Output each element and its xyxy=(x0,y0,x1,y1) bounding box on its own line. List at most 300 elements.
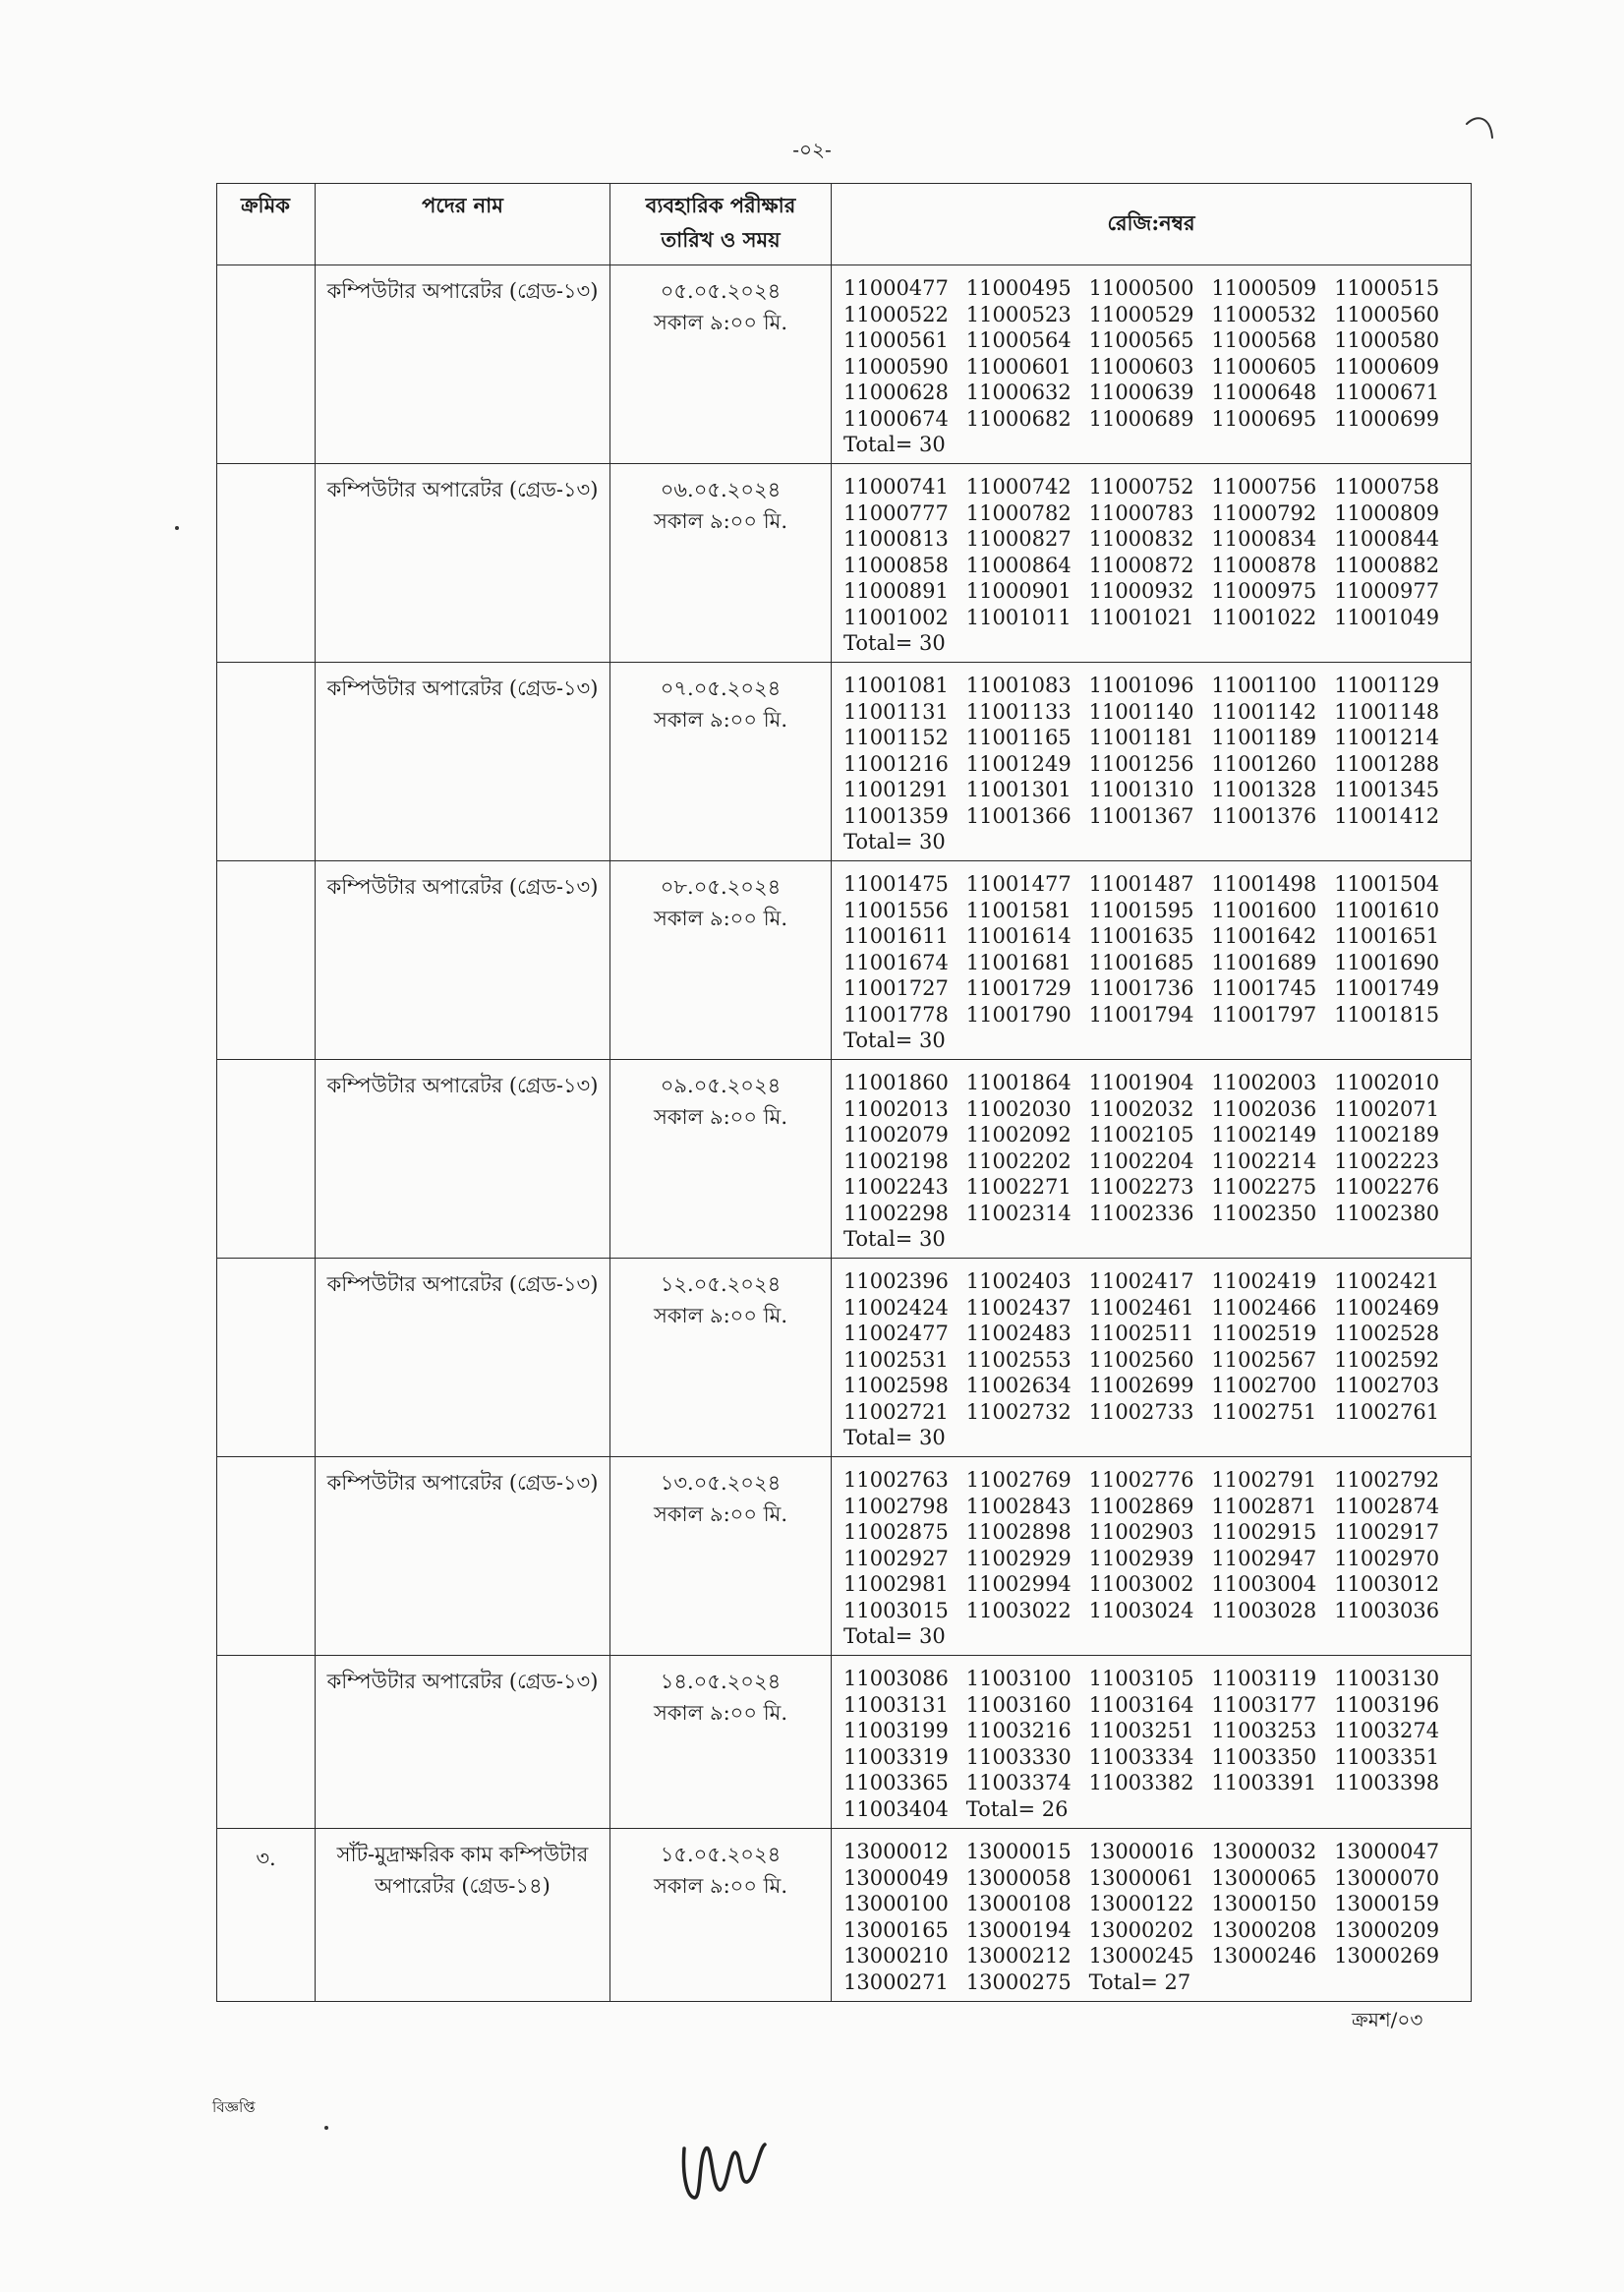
row-reg-numbers xyxy=(832,1457,1472,1656)
row-post-name: কম্পিউটার অপারেটর (গ্রেড-১৩) xyxy=(316,1259,610,1457)
reg-number: 11002869 xyxy=(1088,1494,1194,1518)
reg-number: 11001727 xyxy=(843,976,949,1000)
reg-number: 11001614 xyxy=(965,924,1072,948)
row-exam-date: ১৫.০৫.২০২৪ xyxy=(660,1843,782,1866)
reg-number: 11002903 xyxy=(1088,1520,1194,1544)
reg-number: 11002071 xyxy=(1334,1096,1440,1121)
reg-number: 11000975 xyxy=(1211,579,1317,603)
reg-number: 11001083 xyxy=(965,674,1072,697)
reg-number: 11002733 xyxy=(1088,1399,1194,1424)
reg-number: 11002202 xyxy=(965,1148,1072,1173)
reg-number: 11000601 xyxy=(965,354,1072,379)
reg-number: 11000532 xyxy=(1211,302,1317,326)
reg-number-grid xyxy=(843,673,1457,829)
reg-number: 11003382 xyxy=(1088,1771,1194,1794)
reg-number: 11002336 xyxy=(1088,1201,1194,1225)
reg-number-grid xyxy=(843,1070,1457,1226)
reg-number: 11002553 xyxy=(965,1347,1072,1372)
reg-number: 11000682 xyxy=(965,406,1072,431)
speck-mark xyxy=(324,2126,328,2130)
reg-number: 11003391 xyxy=(1211,1771,1317,1794)
reg-number: Total= 26 xyxy=(965,1796,1069,1821)
reg-number: 11002466 xyxy=(1211,1295,1317,1320)
reg-number: 11003131 xyxy=(843,1692,949,1717)
reg-number: 11000564 xyxy=(965,328,1072,352)
reg-number: 11001301 xyxy=(965,778,1072,801)
reg-number: 11001376 xyxy=(1211,803,1317,828)
row-exam-time: সকাল ৯:০০ মি. xyxy=(653,509,787,533)
reg-number: 11002703 xyxy=(1334,1374,1440,1397)
reg-number: 11003216 xyxy=(965,1719,1072,1742)
reg-number: 11000882 xyxy=(1334,553,1440,577)
reg-number: 11002634 xyxy=(965,1374,1072,1397)
reg-number: 11001310 xyxy=(1088,778,1194,801)
header-post-name: পদের নাম xyxy=(316,184,610,265)
reg-number: 11002223 xyxy=(1334,1148,1440,1173)
row-exam-datetime xyxy=(610,663,832,861)
reg-number: 11001189 xyxy=(1211,726,1317,749)
reg-number: 11000500 xyxy=(1088,276,1194,300)
table-row xyxy=(217,1656,1472,1829)
row-exam-time: সকাল ৯:০০ মি. xyxy=(653,311,787,334)
reg-number: 11002776 xyxy=(1088,1468,1194,1492)
row-reg-numbers xyxy=(832,663,1472,861)
row-total: Total= 30 xyxy=(843,1624,946,1648)
reg-number: 11001181 xyxy=(1088,726,1194,749)
row-exam-time: সকাল ৯:০০ মি. xyxy=(653,708,787,732)
row-exam-datetime xyxy=(610,1259,832,1457)
reg-number: 11000783 xyxy=(1088,500,1194,525)
reg-number: 11000529 xyxy=(1088,302,1194,326)
reg-number: 11001345 xyxy=(1334,778,1440,801)
reg-number: 11002970 xyxy=(1334,1546,1440,1570)
reg-number: 11003036 xyxy=(1334,1598,1440,1622)
reg-number: Total= 27 xyxy=(1088,1969,1191,1994)
reg-number: 11002792 xyxy=(1334,1468,1440,1492)
reg-number: 11000639 xyxy=(1088,381,1194,404)
reg-number: 11002875 xyxy=(843,1520,949,1544)
reg-number: 11000809 xyxy=(1334,500,1440,525)
reg-number: 11002032 xyxy=(1088,1096,1194,1121)
reg-number: 11000515 xyxy=(1334,276,1440,300)
reg-number: 11002519 xyxy=(1211,1322,1317,1345)
reg-number: 11001642 xyxy=(1211,924,1317,948)
reg-number: 11001794 xyxy=(1088,1002,1194,1027)
row-reg-numbers xyxy=(832,464,1472,663)
reg-number: 11001366 xyxy=(965,803,1072,828)
row-exam-datetime xyxy=(610,1656,832,1829)
row-post-name: সাঁট-মুদ্রাক্ষরিক কাম কম্পিউটার অপারেটর (গ্রেড-১৪) xyxy=(316,1829,610,2002)
row-reg-numbers xyxy=(832,1656,1472,1829)
row-exam-time: সকাল ৯:০০ মি. xyxy=(653,1502,787,1526)
reg-number: 11002276 xyxy=(1334,1175,1440,1199)
reg-number-grid xyxy=(843,1467,1457,1623)
reg-number: 11001498 xyxy=(1211,872,1317,896)
row-post-name: কম্পিউটার অপারেটর (গ্রেড-১৩) xyxy=(316,1656,610,1829)
reg-number: 11000777 xyxy=(843,500,949,525)
row-exam-date: ০৫.০৫.২০২৪ xyxy=(660,279,782,303)
reg-number: 11002189 xyxy=(1334,1123,1440,1146)
reg-number: 11001081 xyxy=(843,674,949,697)
reg-number: 11003274 xyxy=(1334,1719,1440,1742)
reg-number: 13000122 xyxy=(1088,1892,1194,1915)
row-total: Total= 30 xyxy=(843,830,946,853)
reg-number: 11001359 xyxy=(843,803,949,828)
reg-number: 11002214 xyxy=(1211,1148,1317,1173)
reg-number: 11003365 xyxy=(843,1771,949,1794)
reg-number: 11002929 xyxy=(965,1546,1072,1570)
reg-number: 11002874 xyxy=(1334,1494,1440,1518)
reg-number: 11003196 xyxy=(1334,1692,1440,1717)
reg-number: 13000070 xyxy=(1334,1865,1440,1890)
reg-number: 13000208 xyxy=(1211,1917,1317,1942)
reg-number: 11002092 xyxy=(965,1123,1072,1146)
reg-number: 11001022 xyxy=(1211,605,1317,629)
row-exam-datetime xyxy=(610,1060,832,1259)
reg-number: 11003374 xyxy=(965,1771,1072,1794)
header-reg-no: রেজি:নম্বর xyxy=(832,184,1472,265)
reg-number: 11002105 xyxy=(1088,1123,1194,1146)
reg-number: 11002560 xyxy=(1088,1347,1194,1372)
reg-number: 13000275 xyxy=(965,1969,1072,1994)
reg-number: 13000047 xyxy=(1334,1840,1440,1863)
signature-icon xyxy=(676,2119,784,2207)
reg-number: 11001749 xyxy=(1334,976,1440,1000)
reg-number-grid xyxy=(843,474,1457,630)
row-exam-datetime xyxy=(610,1457,832,1656)
reg-number: 11002981 xyxy=(843,1572,949,1596)
reg-number: 11002079 xyxy=(843,1123,949,1146)
reg-number: 11001021 xyxy=(1088,605,1194,629)
row-serial xyxy=(217,1656,316,1829)
reg-number: 11001815 xyxy=(1334,1002,1440,1027)
reg-number: 11001002 xyxy=(843,605,949,629)
row-serial xyxy=(217,1060,316,1259)
reg-number: 11000752 xyxy=(1088,475,1194,499)
reg-number: 11002198 xyxy=(843,1148,949,1173)
reg-number: 11003164 xyxy=(1088,1692,1194,1717)
reg-number-grid xyxy=(843,1268,1457,1425)
reg-number: 11002314 xyxy=(965,1201,1072,1225)
reg-number: 11000689 xyxy=(1088,406,1194,431)
reg-number: 11002871 xyxy=(1211,1494,1317,1518)
reg-number: 11001689 xyxy=(1211,950,1317,974)
reg-number: 11000741 xyxy=(843,475,949,499)
table-row xyxy=(217,1829,1472,2002)
table-body xyxy=(217,265,1472,2002)
reg-number: 13000049 xyxy=(843,1865,949,1890)
corner-mark-icon xyxy=(1463,108,1522,147)
reg-number: 11000648 xyxy=(1211,381,1317,404)
reg-number: 11003028 xyxy=(1211,1598,1317,1622)
reg-number: 11000878 xyxy=(1211,553,1317,577)
row-exam-date: ০৬.০৫.২০২৪ xyxy=(660,478,782,501)
row-reg-numbers xyxy=(832,1060,1472,1259)
reg-number: 13000212 xyxy=(965,1944,1072,1968)
reg-number: 11001475 xyxy=(843,872,949,896)
row-serial xyxy=(217,464,316,663)
reg-number: 11001556 xyxy=(843,898,949,922)
reg-number: 13000061 xyxy=(1088,1865,1194,1890)
reg-number: 11002763 xyxy=(843,1468,949,1492)
reg-number: 11002761 xyxy=(1334,1399,1440,1424)
reg-number: 11002511 xyxy=(1088,1322,1194,1345)
reg-number: 11001745 xyxy=(1211,976,1317,1000)
reg-number: 11003004 xyxy=(1211,1572,1317,1596)
reg-number: 13000015 xyxy=(965,1840,1072,1863)
reg-number: 11001797 xyxy=(1211,1002,1317,1027)
row-exam-date: ১৩.০৫.২০২৪ xyxy=(660,1471,782,1495)
reg-number-grid xyxy=(843,1666,1457,1822)
reg-number: 11003086 xyxy=(843,1667,949,1690)
row-exam-date: ০৮.০৫.২০২৪ xyxy=(660,875,782,899)
reg-number: 13000016 xyxy=(1088,1840,1194,1863)
row-total: Total= 30 xyxy=(843,433,946,456)
reg-number: 11002417 xyxy=(1088,1269,1194,1293)
reg-number: 11000568 xyxy=(1211,328,1317,352)
reg-number: 11001860 xyxy=(843,1071,949,1094)
reg-number: 11002477 xyxy=(843,1322,949,1345)
reg-number: 11001140 xyxy=(1088,699,1194,724)
reg-number: 11002421 xyxy=(1334,1269,1440,1293)
reg-number: 11002483 xyxy=(965,1322,1072,1345)
row-total: Total= 30 xyxy=(843,1028,946,1052)
header-exam-date-line1: ব্যবহারিক পরীক্ষার xyxy=(645,193,796,217)
reg-number: 11001864 xyxy=(965,1071,1072,1094)
reg-number: 11000901 xyxy=(965,579,1072,603)
reg-number: 11002461 xyxy=(1088,1295,1194,1320)
reg-number: 11001133 xyxy=(965,699,1072,724)
reg-number: 11000932 xyxy=(1088,579,1194,603)
reg-number: 11003251 xyxy=(1088,1719,1194,1742)
reg-number: 11003334 xyxy=(1088,1744,1194,1769)
reg-number: 11000590 xyxy=(843,354,949,379)
reg-number: 11001904 xyxy=(1088,1071,1194,1094)
row-post-name: কম্পিউটার অপারেটর (গ্রেড-১৩) xyxy=(316,1457,610,1656)
row-exam-time: সকাল ৯:০০ মি. xyxy=(653,907,787,930)
reg-number: 11002271 xyxy=(965,1175,1072,1199)
reg-number: 11003100 xyxy=(965,1667,1072,1690)
reg-number: 11001049 xyxy=(1334,605,1440,629)
reg-number: 11000977 xyxy=(1334,579,1440,603)
reg-number: 11001581 xyxy=(965,898,1072,922)
reg-number: 11003398 xyxy=(1334,1771,1440,1794)
reg-number: 13000100 xyxy=(843,1892,949,1915)
reg-number: 13000271 xyxy=(843,1969,949,1994)
reg-number: 11002592 xyxy=(1334,1347,1440,1372)
reg-number: 11003105 xyxy=(1088,1667,1194,1690)
reg-number: 11002769 xyxy=(965,1468,1072,1492)
reg-number: 11002915 xyxy=(1211,1520,1317,1544)
reg-number: 11001214 xyxy=(1334,726,1440,749)
reg-number: 11001685 xyxy=(1088,950,1194,974)
reg-number: 11000580 xyxy=(1334,328,1440,352)
reg-number: 11001595 xyxy=(1088,898,1194,922)
reg-number: 11000495 xyxy=(965,276,1072,300)
reg-number: 11001288 xyxy=(1334,751,1440,776)
reg-number: 11001690 xyxy=(1334,950,1440,974)
reg-number: 11000674 xyxy=(843,406,949,431)
reg-number: 11001142 xyxy=(1211,699,1317,724)
table-row xyxy=(217,1457,1472,1656)
reg-number: 13000012 xyxy=(843,1840,949,1863)
reg-number: 11001635 xyxy=(1088,924,1194,948)
reg-number: 11002917 xyxy=(1334,1520,1440,1544)
row-exam-date: ১৪.০৫.২০২৪ xyxy=(660,1670,782,1693)
table-row xyxy=(217,861,1472,1060)
reg-number: 11001096 xyxy=(1088,674,1194,697)
row-reg-numbers xyxy=(832,265,1472,464)
reg-number: 11000605 xyxy=(1211,354,1317,379)
reg-number: 11002531 xyxy=(843,1347,949,1372)
reg-number: 11001487 xyxy=(1088,872,1194,896)
reg-number: 11000827 xyxy=(965,527,1072,551)
row-total: Total= 30 xyxy=(843,631,946,655)
reg-number: 11001736 xyxy=(1088,976,1194,1000)
row-serial xyxy=(217,1259,316,1457)
reg-number: 11000782 xyxy=(965,500,1072,525)
row-reg-numbers xyxy=(832,1259,1472,1457)
reg-number: 13000058 xyxy=(965,1865,1072,1890)
reg-number: 11000844 xyxy=(1334,527,1440,551)
reg-number: 11002567 xyxy=(1211,1347,1317,1372)
reg-number: 13000269 xyxy=(1334,1944,1440,1968)
reg-number: 11001611 xyxy=(843,924,949,948)
reg-number: 11000695 xyxy=(1211,406,1317,431)
reg-number: 11003319 xyxy=(843,1744,949,1769)
row-exam-date: ০৯.০৫.২০২৪ xyxy=(660,1074,782,1097)
reg-number: 11002994 xyxy=(965,1572,1072,1596)
reg-number: 13000209 xyxy=(1334,1917,1440,1942)
reg-number: 11002700 xyxy=(1211,1374,1317,1397)
reg-number: 11000671 xyxy=(1334,381,1440,404)
reg-number: 11001477 xyxy=(965,872,1072,896)
reg-number: 11001778 xyxy=(843,1002,949,1027)
reg-number: 11003002 xyxy=(1088,1572,1194,1596)
footer-label: বিজ্ঞপ্তি xyxy=(212,2098,256,2116)
reg-number-grid xyxy=(843,871,1457,1028)
reg-number: 11000477 xyxy=(843,276,949,300)
reg-number: 11002350 xyxy=(1211,1201,1317,1225)
reg-number: 13000165 xyxy=(843,1917,949,1942)
reg-number: 11000565 xyxy=(1088,328,1194,352)
reg-number: 11002598 xyxy=(843,1374,949,1397)
reg-number: 11002036 xyxy=(1211,1096,1317,1121)
reg-number: 11000742 xyxy=(965,475,1072,499)
row-post-name: কম্পিউটার অপারেটর (গ্রেড-১৩) xyxy=(316,663,610,861)
reg-number: 11002204 xyxy=(1088,1148,1194,1173)
reg-number: 11001131 xyxy=(843,699,949,724)
row-reg-numbers xyxy=(832,1829,1472,2002)
reg-number: 11003022 xyxy=(965,1598,1072,1622)
row-serial xyxy=(217,861,316,1060)
reg-number: 11002403 xyxy=(965,1269,1072,1293)
reg-number: 11002275 xyxy=(1211,1175,1317,1199)
reg-number: 11002927 xyxy=(843,1546,949,1570)
reg-number: 11001100 xyxy=(1211,674,1317,697)
row-exam-datetime xyxy=(610,861,832,1060)
reg-number: 11000756 xyxy=(1211,475,1317,499)
row-exam-time: সকাল ৯:০০ মি. xyxy=(653,1701,787,1725)
row-total: Total= 30 xyxy=(843,1426,946,1449)
reg-number: 11000509 xyxy=(1211,276,1317,300)
reg-number: 11000561 xyxy=(843,328,949,352)
reg-number: 11001011 xyxy=(965,605,1072,629)
reg-number: 11002732 xyxy=(965,1399,1072,1424)
header-serial: ক্রমিক xyxy=(217,184,316,265)
header-exam-date xyxy=(610,184,832,265)
reg-number: 11002243 xyxy=(843,1175,949,1199)
reg-number: 11000813 xyxy=(843,527,949,551)
reg-number: 11001790 xyxy=(965,1002,1072,1027)
reg-number: 11002939 xyxy=(1088,1546,1194,1570)
reg-number: 13000108 xyxy=(965,1892,1072,1915)
reg-number: 11003024 xyxy=(1088,1598,1194,1622)
table-row xyxy=(217,663,1472,861)
reg-number: 11002843 xyxy=(965,1494,1072,1518)
row-exam-date: ১২.০৫.২০২৪ xyxy=(660,1272,782,1296)
table-row xyxy=(217,464,1472,663)
reg-number: 11000834 xyxy=(1211,527,1317,551)
reg-number: 11001681 xyxy=(965,950,1072,974)
reg-number: 11002030 xyxy=(965,1096,1072,1121)
reg-number: 11003330 xyxy=(965,1744,1072,1769)
reg-number: 11002013 xyxy=(843,1096,949,1121)
reg-number: 11001600 xyxy=(1211,898,1317,922)
table-header-row xyxy=(217,184,1472,265)
continued-note: ক্রমশ/০৩ xyxy=(1352,2008,1423,2031)
reg-number: 11000891 xyxy=(843,579,949,603)
reg-number: 11001367 xyxy=(1088,803,1194,828)
reg-number: 11000699 xyxy=(1334,406,1440,431)
reg-number: 11000628 xyxy=(843,381,949,404)
reg-number: 11001328 xyxy=(1211,778,1317,801)
reg-number: 13000245 xyxy=(1088,1944,1194,1968)
row-post-name: কম্পিউটার অপারেটর (গ্রেড-১৩) xyxy=(316,265,610,464)
row-post-name: কম্পিউটার অপারেটর (গ্রেড-১৩) xyxy=(316,464,610,663)
reg-number: 11000872 xyxy=(1088,553,1194,577)
reg-number: 11001651 xyxy=(1334,924,1440,948)
row-exam-time: সকাল ৯:০০ মি. xyxy=(653,1304,787,1327)
row-serial: ৩. xyxy=(217,1829,316,2002)
reg-number: 11000522 xyxy=(843,302,949,326)
row-exam-datetime xyxy=(610,265,832,464)
reg-number: 13000150 xyxy=(1211,1892,1317,1915)
reg-number: 11003199 xyxy=(843,1719,949,1742)
reg-number: 13000202 xyxy=(1088,1917,1194,1942)
reg-number: 11001674 xyxy=(843,950,949,974)
reg-number: 11002699 xyxy=(1088,1374,1194,1397)
reg-number-grid xyxy=(843,275,1457,432)
row-serial xyxy=(217,663,316,861)
reg-number: 13000159 xyxy=(1334,1892,1440,1915)
row-serial xyxy=(217,265,316,464)
reg-number: 11001165 xyxy=(965,726,1072,749)
reg-number: 11002396 xyxy=(843,1269,949,1293)
reg-number: 11001260 xyxy=(1211,751,1317,776)
reg-number: 11001216 xyxy=(843,751,949,776)
reg-number: 11002798 xyxy=(843,1494,949,1518)
reg-number: 11003160 xyxy=(965,1692,1072,1717)
reg-number: 11002419 xyxy=(1211,1269,1317,1293)
reg-number: 11002791 xyxy=(1211,1468,1317,1492)
reg-number: 11000758 xyxy=(1334,475,1440,499)
reg-number: 11002003 xyxy=(1211,1071,1317,1094)
reg-number: 11000560 xyxy=(1334,302,1440,326)
reg-number: 11002380 xyxy=(1334,1201,1440,1225)
reg-number: 11002947 xyxy=(1211,1546,1317,1570)
row-exam-date: ০৭.০৫.২০২৪ xyxy=(660,676,782,700)
